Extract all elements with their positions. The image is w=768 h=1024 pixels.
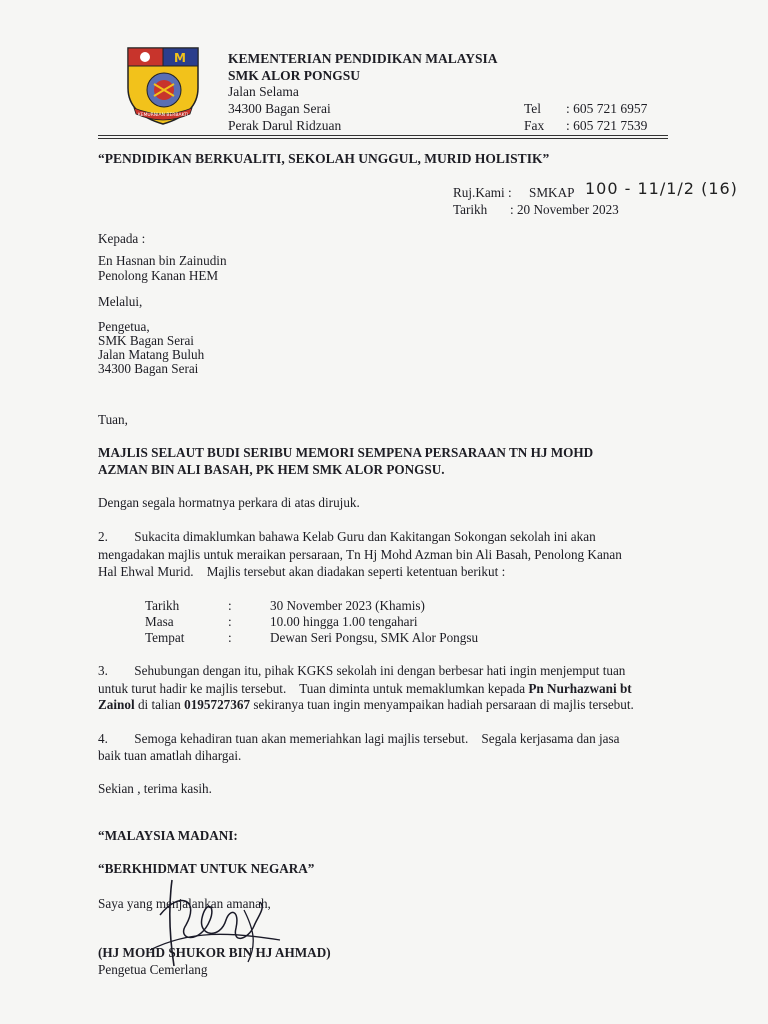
school-logo [124,44,202,126]
salutation: Tuan, [98,412,128,427]
recipient-name: En Hasnan bin Zainudin [98,253,227,268]
paragraph-2-line-3: Hal Ehwal Murid. Majlis tersebut akan diadakan seperti ketentuan berikut : [98,564,506,579]
paragraph-3-line-1: 3. Sehubungan dengan itu, pihak KGKS sekolah ini dengan berbesar hati ingin menjemput tuan [98,663,626,678]
address-line-1: Jalan Selama [228,84,299,99]
subject-line-2: AZMAN BIN ALI BASAH, PK HEM SMK ALOR PONGSU. [98,462,445,477]
kepada-label: Kepada : [98,231,146,246]
closing: Sekian , terima kasih. [98,781,212,796]
date-value: : 20 November 2023 [510,202,619,217]
header-rule-1 [98,135,668,136]
via-line-1: Pengetua, [98,319,150,334]
detail-value-venue: Dewan Seri Pongsu, SMK Alor Pongsu [270,630,479,645]
address-line-3: Perak Darul Ridzuan [228,118,342,133]
detail-value-time: 10.00 hingga 1.00 tengahari [270,614,418,629]
fax-label: Fax [524,118,545,133]
paragraph-3-text: untuk turut hadir ke majlis tersebut. Tuan diminta untuk memaklumkan kepada [98,681,529,696]
detail-sep-time: : [228,614,232,629]
detail-label-time: Masa [145,614,174,629]
via-line-4: 34300 Bagan Serai [98,361,199,376]
svg-text:M: M [174,51,186,65]
paragraph-2-line-2: mengadakan majlis untuk meraikan persaraan, Tn Hj Mohd Azman bin Ali Basah, Penolong Kanan [98,547,622,562]
reference-handwritten: 100 - 11/1/2 (16) [585,179,738,198]
date-label: Tarikh [453,202,488,217]
paragraph-2-line-1: 2. Sukacita dimaklumkan bahawa Kelab Guru dan Kakitangan Sokongan sekolah ini akan [98,529,596,544]
amanah-line: Saya yang menjalankan amanah, [98,896,271,911]
subject-line-1: MAJLIS SELAUT BUDI SERIBU MEMORI SEMPENA PERSARAAN TN HJ MOHD [98,445,594,460]
paragraph-3-text-3: sekiranya tuan ingin menyampaikan hadiah persaraan di majlis tersebut. [250,697,634,712]
reference-label: Ruj.Kami : [453,185,512,200]
contact-name: Pn Nurhazwani bt [528,681,632,696]
via-line-3: Jalan Matang Buluh [98,347,205,362]
signatory-name: (HJ MOHD SHUKOR BIN HJ AHMAD) [98,945,331,960]
detail-sep-date: : [228,598,232,613]
paragraph-3-text-2: di talian [134,697,185,712]
paragraph-3-line-3 [98,696,634,714]
address-line-2: 34300 Bagan Serai [228,101,331,116]
detail-label-date: Tarikh [145,598,180,613]
slogan-malaysia-madani: “MALAYSIA MADANI: [98,828,238,843]
detail-sep-venue: : [228,630,232,645]
paragraph-4-line-1: 4. Semoga kehadiran tuan akan memeriahkan lagi majlis tersebut. Segala kerjasama dan jasa [98,731,620,746]
signatory-title: Pengetua Cemerlang [98,962,208,977]
paragraph-1: Dengan segala hormatnya perkara di atas dirujuk. [98,495,360,510]
school-name: SMK ALOR PONGSU [228,68,361,83]
contact-phone: 0195727367 [184,697,251,712]
ministry-name: KEMENTERIAN PENDIDIKAN MALAYSIA [228,51,498,66]
slogan-berkhidmat: “BERKHIDMAT UNTUK NEGARA” [98,861,315,876]
contact-surname: Zainol [98,697,135,712]
melalui-label: Melalui, [98,294,143,309]
reference-value: SMKAP [529,185,575,200]
via-line-2: SMK Bagan Serai [98,333,194,348]
tel-label: Tel [524,101,542,116]
svg-text:KEMURNIAN BERBAKTI: KEMURNIAN BERBAKTI [137,113,189,118]
recipient-position: Penolong Kanan HEM [98,268,219,283]
header-rule-2 [98,138,668,139]
paragraph-4-line-2: baik tuan amatlah dihargai. [98,748,242,763]
detail-value-date: 30 November 2023 (Khamis) [270,598,425,613]
school-motto: “PENDIDIKAN BERKUALITI, SEKOLAH UNGGUL, MURID HOLISTIK” [98,151,550,166]
fax-number: : 605 721 7539 [566,118,648,133]
tel-number: : 605 721 6957 [566,101,648,116]
detail-label-venue: Tempat [145,630,185,645]
